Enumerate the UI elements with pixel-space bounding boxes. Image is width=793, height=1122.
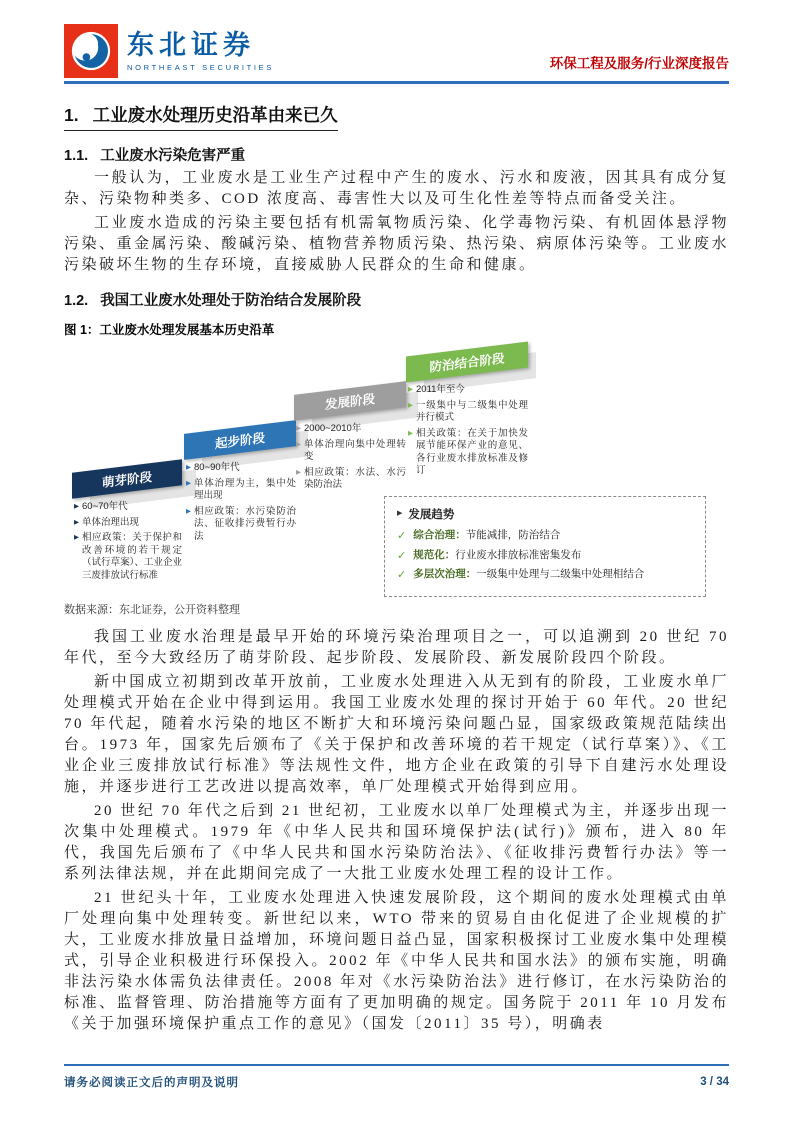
list-item: ▶ 2011年至今 (408, 384, 465, 395)
page-number: 3 / 34 (700, 1076, 729, 1088)
list-item: ▶ 相应政策：关于保护和改善环境的若干规定（试行草案）、工业企业三废排放试行标准 (74, 532, 182, 581)
list-item: ▶ 相关政策：在关于加快发展节能环保产业的意见、各行业废水排放标准及修订 (408, 427, 528, 477)
stage-bullets (184, 462, 296, 543)
brand-logo-icon (64, 24, 118, 78)
arrow-bullet-icon: ▶ (296, 425, 301, 432)
trend-item-text: 一级集中处理与二级集中处理相结合 (476, 568, 645, 580)
paragraph: 我国工业废水治理是最早开始的环境污染治理项目之一，可以追溯到 20 世纪 70 年代，至今大致经历了萌芽阶段、起步阶段、发展阶段、新发展阶段四个阶段。 (64, 629, 729, 666)
section-1-2-number: 1.2. (64, 293, 89, 309)
brand-name: 东北证券 (127, 29, 255, 60)
arrow-bullet-icon: ▶ (74, 534, 79, 542)
arrow-bullet-icon: ▶ (186, 479, 191, 487)
history-stairs-diagram (64, 346, 729, 592)
section-1-text: 工业废水处理历史沿革由来已久 (92, 105, 338, 125)
section-1-title (64, 102, 729, 131)
list-item: ▶ 相应政策：水法、水污染防治法 (296, 466, 406, 491)
paragraph: 一般认为，工业废水是工业生产过程中产生的废水、污水和废液，因其具有成分复杂、污染物种类多、COD 浓度高、毒害性大以及可生化性差等特点而备受关注。 (64, 170, 729, 207)
list-item: ▶ 80~90年代 (186, 462, 240, 473)
trend-item-label: 规范化： (413, 548, 456, 561)
brand-name-en: NORTHEAST SECURITIES (127, 63, 275, 73)
stage-bullets (406, 384, 528, 478)
stage-bullets (72, 501, 182, 582)
trend-title: 发展趋势 (408, 509, 455, 521)
list-item: ▶ 单体治理向集中处理转变 (296, 438, 406, 463)
stage-prevention-combined (406, 349, 528, 481)
trend-item (397, 528, 693, 545)
figure-1 (64, 320, 729, 617)
trend-item (397, 567, 693, 584)
list-item: ▶ 一级集中与二级集中处理并行模式 (408, 399, 528, 424)
arrow-bullet-icon: ▶ (296, 468, 301, 476)
check-icon: ✓ (397, 569, 407, 581)
list-item: ▶ 单体治理为主，集中处理出现 (186, 477, 296, 502)
trend-item-label: 多层次治理： (413, 568, 477, 580)
section-1-1-number: 1.1. (64, 148, 89, 164)
paragraph: 21 世纪头十年，工业废水处理进入快速发展阶段，这个期间的废水处理模式由单厂处理向集中处理转变。新世纪以来，WTO 带来的贸易自由化促进了企业规模的扩大，工业废水排放量日益增加，环境问题日益凸显，国家积极探讨工业废水集中处理模式，引导企业积极进行环保投入。2002 年《中华人民共和国水法》的颁布实施，明确非法污染水体需负法律责任。2008 年对《水污染防治法》进行修订，在水污染防治的标准、监督管理、防治措施等方面有了更加明确的规定。国务院于 2011 年 10 月发布《关于加强环境保护重点工作的意见》（国发〔2011〕35 号），明确表 (64, 890, 730, 1032)
section-1-2-title (64, 289, 729, 310)
footer-disclaimer: 请务必阅读正文后的声明及说明 (64, 1077, 239, 1089)
section-1-1-text: 工业废水污染危害严重 (100, 148, 246, 164)
arrow-bullet-icon: ▶ (397, 510, 403, 518)
section-1-2-text: 我国工业废水处理处于防治结合发展阶段 (100, 293, 362, 309)
history-section (64, 627, 729, 1035)
stage-bullets (294, 423, 406, 492)
stage-banner: 起步阶段 (184, 420, 296, 460)
list-item: ▶ 相应政策：水污染防治法、征收排污费暂行办法 (186, 505, 296, 542)
stage-startup (184, 427, 296, 546)
trend-title-row (397, 506, 693, 522)
trend-item-text: 行业废水排放标准密集发布 (455, 548, 582, 561)
arrow-bullet-icon: ▶ (74, 518, 79, 526)
stage-development (294, 388, 406, 495)
brand-logo (64, 24, 274, 78)
report-type-label: 环保工程及服务/行业深度报告 (549, 56, 729, 71)
stage-banner: 防治结合阶段 (406, 342, 528, 383)
arrow-bullet-icon: ▶ (74, 503, 79, 510)
figure-caption: 图 1：工业废水处理发展基本历史沿革 (64, 323, 275, 337)
paragraph: 工业废水造成的污染主要包括有机需氧物质污染、化学毒物污染、有机固体悬浮物污染、重金属污染、酸碱污染、植物营养物质污染、热污染、病原体污染等。工业废水污染破坏生物的生存环境，直接威胁人民群众的生命和健康。 (64, 215, 730, 273)
paragraph: 20 世纪 70 年代之后到 21 世纪初，工业废水以单厂处理模式为主，并逐步出现一次集中处理模式。1979 年《中华人民共和国环境保护法(试行)》颁布，进入 80 年代，我国先后颁布了《中华人民共和国水污染防治法》、《征收排污费暂行办法》等一系列法律法规，并在此期间完成了一大批工业废水处理工程的设计工作。 (64, 803, 729, 882)
figure-source: 数据来源：东北证券，公开资料整理 (64, 604, 240, 616)
arrow-bullet-icon: ▶ (408, 401, 413, 409)
check-icon: ✓ (397, 549, 407, 562)
stage-banner: 萌芽阶段 (72, 459, 182, 499)
page-footer (64, 1074, 729, 1090)
section-1-number: 1. (64, 105, 79, 125)
list-item: ▶ 60~70年代 (74, 501, 128, 512)
check-icon: ✓ (397, 530, 407, 542)
footer-divider (64, 1064, 729, 1066)
arrow-bullet-icon: ▶ (296, 440, 301, 448)
trend-item-text: 节能减排，防治结合 (465, 529, 561, 541)
arrow-bullet-icon: ▶ (186, 507, 191, 515)
list-item: ▶ 2000~2010年 (296, 423, 362, 434)
header-divider (64, 81, 729, 84)
stage-banner: 发展阶段 (294, 381, 406, 421)
trend-item (397, 548, 693, 565)
arrow-bullet-icon: ▶ (408, 429, 413, 437)
stage-sprout (72, 466, 182, 585)
arrow-bullet-icon: ▶ (186, 464, 191, 471)
brand-text (127, 30, 274, 72)
arrow-bullet-icon: ▶ (408, 386, 413, 393)
paragraph: 新中国成立初期到改革开放前，工业废水处理进入从无到有的阶段，工业废水单厂处理模式开始在企业中得到运用。我国工业废水处理的探讨开始于 60 年代。20 世纪 70 年代起，随着水污染的地区不断扩大和环境污染问题凸显，国家级政策规范陆续出台。1973 年，国家先后颁布了《关于保护和改善环境的若干规定（试行草案）》、《工业企业三废排放试行标准》等法规性文件，地方企业在政策的引导下自建污水处理设施，并逐步进行工艺改进以提高效率，单厂处理模式开始得到应用。 (64, 674, 729, 795)
page-header (64, 18, 729, 78)
trend-box (384, 496, 706, 597)
list-item: ▶ 单体治理出现 (74, 516, 140, 528)
trend-item-label: 综合治理： (413, 529, 466, 541)
section-1-1-title (64, 144, 729, 165)
